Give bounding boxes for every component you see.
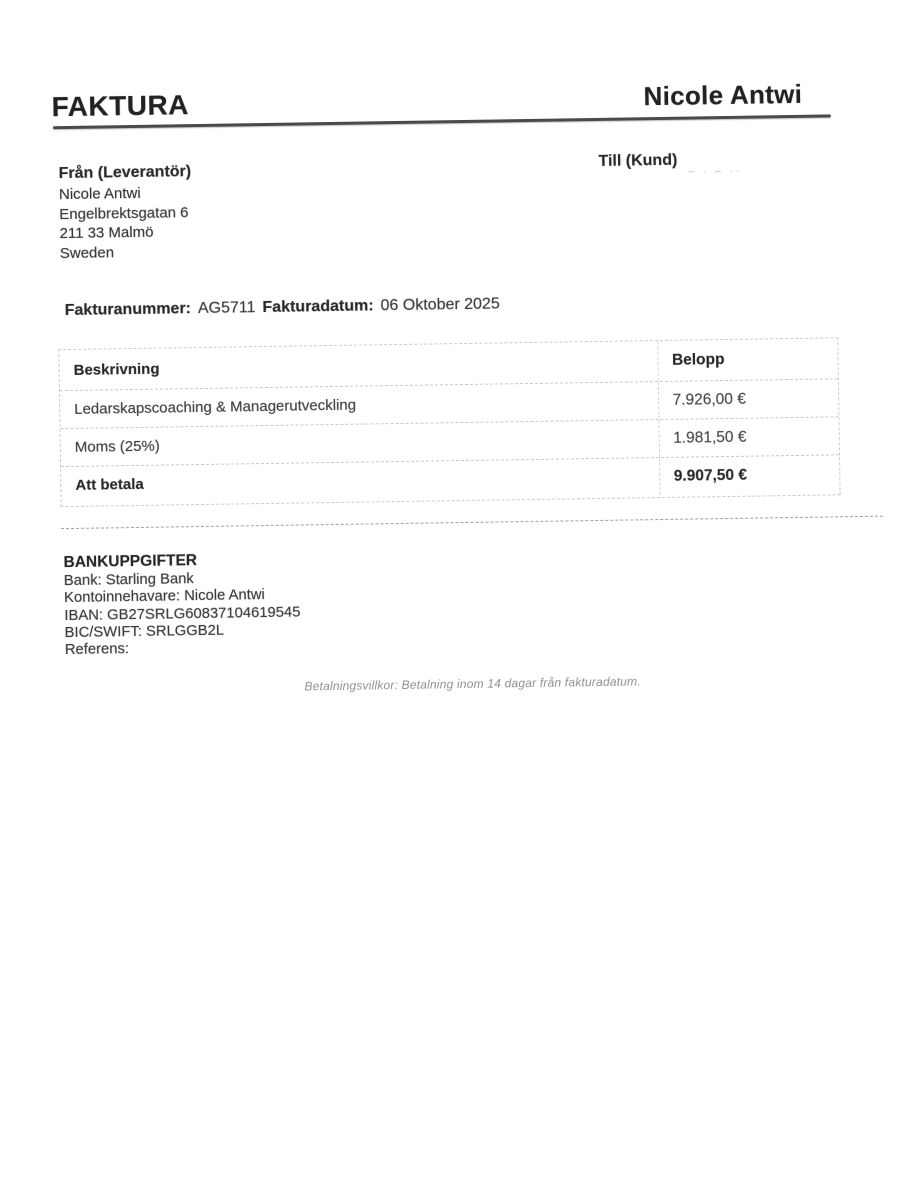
total-row-label: Att betala bbox=[75, 475, 144, 494]
customer-redaction-marks: – · – ·· bbox=[688, 165, 743, 178]
supplier-country: Sweden bbox=[59, 244, 115, 262]
invoice-date-label: Fakturadatum: bbox=[262, 297, 374, 317]
header-supplier-name: Nicole Antwi bbox=[643, 78, 803, 112]
line-item-description: Ledarskapscoaching & Managerutveckling bbox=[74, 396, 357, 418]
supplier-street: Engelbrektsgatan 6 bbox=[59, 203, 189, 223]
iban-line: IBAN: GB27SRLG60837104619545 bbox=[64, 604, 301, 624]
supplier-postal-city: 211 33 Malmö bbox=[59, 223, 154, 243]
invoice-date-value: 06 Oktober 2025 bbox=[380, 295, 500, 315]
bank-name-line: Bank: Starling Bank bbox=[63, 571, 194, 590]
account-holder-line: Kontoinnehavare: Nicole Antwi bbox=[63, 587, 265, 607]
supplier-name: Nicole Antwi bbox=[58, 184, 141, 204]
reference-line: Referens: bbox=[64, 641, 130, 659]
section-divider-dashed bbox=[61, 516, 883, 529]
document-title: FAKTURA bbox=[51, 89, 190, 123]
vat-row-amount: 1.981,50 € bbox=[659, 417, 839, 457]
invoice-meta-line bbox=[65, 295, 500, 320]
line-items-table bbox=[58, 337, 840, 507]
payment-terms-note: Betalningsvillkor: Betalning inom 14 dagar från fakturadatum. bbox=[304, 674, 641, 694]
bank-details-heading: BANKUPPGIFTER bbox=[63, 552, 198, 572]
to-customer-label: Till (Kund) bbox=[598, 151, 678, 170]
vat-row-description: Moms (25%) bbox=[74, 437, 160, 456]
invoice-number-label: Fakturanummer: bbox=[64, 300, 192, 320]
total-row-amount: 9.907,50 € bbox=[659, 455, 839, 495]
supplier-address-block bbox=[59, 183, 189, 263]
column-header-description: Beskrivning bbox=[73, 360, 160, 379]
bank-details-block bbox=[63, 551, 301, 660]
line-item-amount: 7.926,00 € bbox=[658, 379, 838, 419]
invoice-number-value: AG5711 bbox=[197, 299, 256, 318]
from-supplier-label: Från (Leverantör) bbox=[58, 163, 192, 183]
bic-swift-line: BIC/SWIFT: SRLGGB2L bbox=[64, 622, 225, 641]
column-header-amount: Belopp bbox=[658, 338, 838, 381]
